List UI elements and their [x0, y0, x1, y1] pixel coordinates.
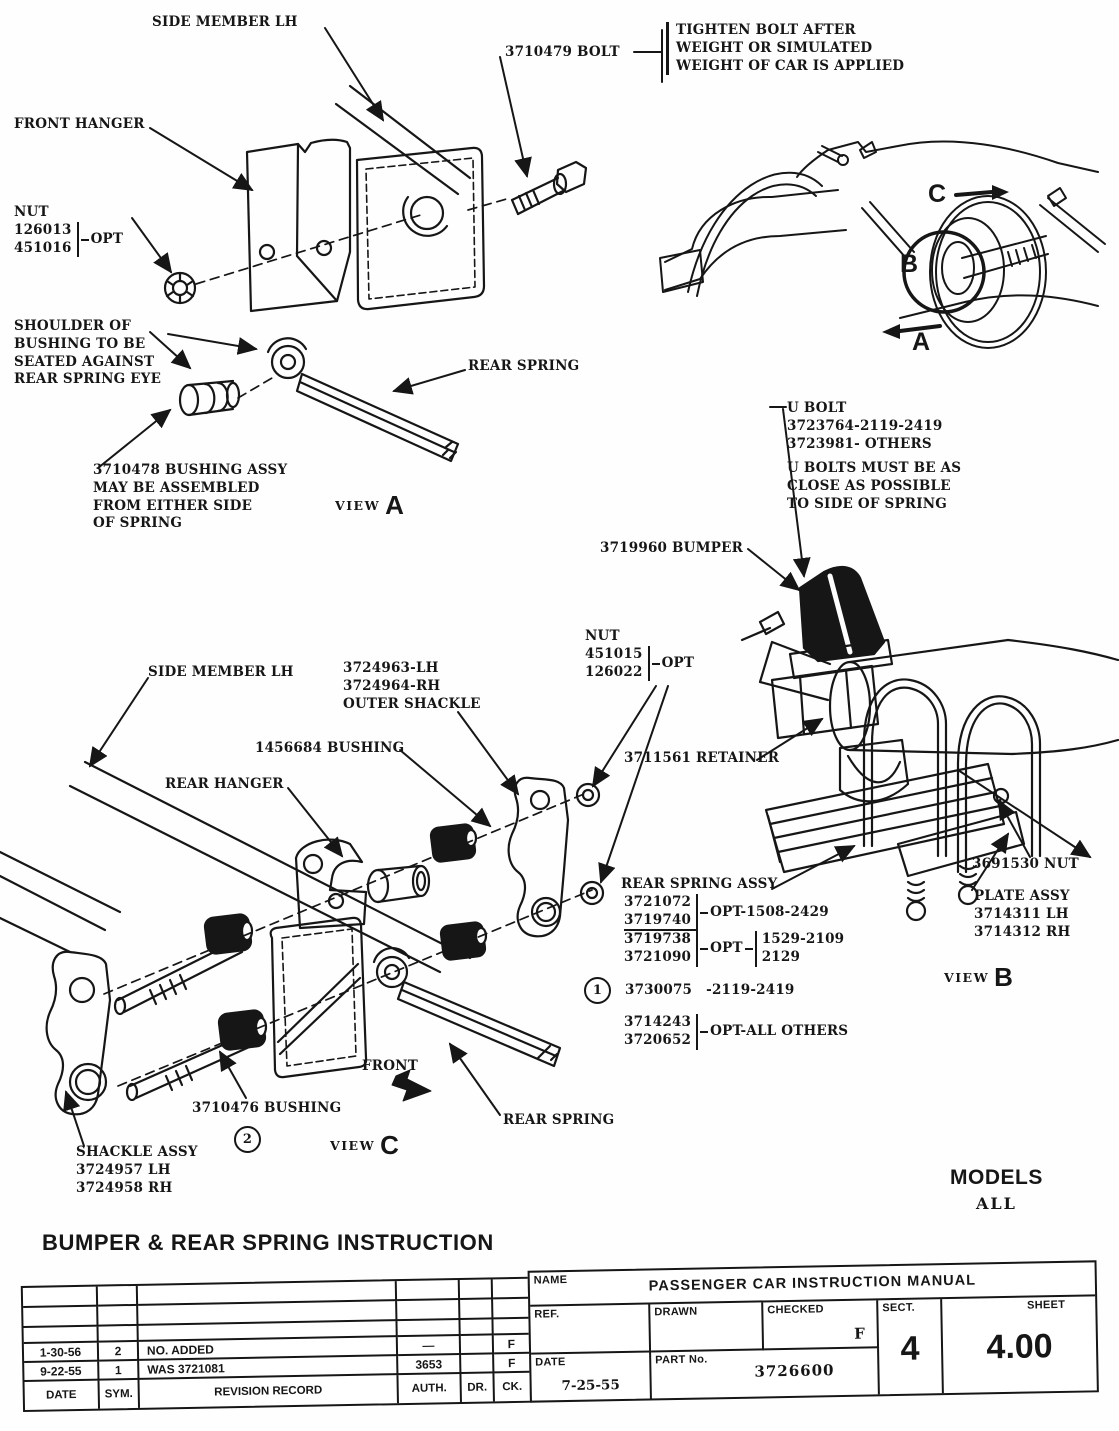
rev-empty-cell — [493, 1319, 528, 1336]
label-bushing-assy-note: 3710478 BUSHING ASSY MAY BE ASSEMBLED FROM EITHER SIDE OF SPRING — [93, 462, 288, 532]
rev-empty-cell — [397, 1320, 460, 1337]
rev-empty-cell — [460, 1279, 493, 1300]
view-c-label: VIEW C — [330, 1130, 400, 1160]
rev-row2-dr — [461, 1354, 494, 1374]
rev-row1-date: 1-30-56 — [24, 1343, 99, 1363]
rev-empty-cell — [493, 1279, 528, 1300]
label-bolt: 3710479 BOLT — [505, 44, 620, 60]
label-u-bolt-note: U BOLTS MUST BE AS CLOSE AS POSSIBLE TO SIDE OF SPRING — [787, 460, 962, 512]
spring-assy-item1: 1 3730075 -2119-2419 — [584, 977, 848, 1004]
rev-empty-cell — [24, 1327, 99, 1344]
rev-row2-auth: 3653 — [398, 1355, 461, 1375]
overview-letter-c: C — [928, 180, 947, 208]
label-rear-spring-assy: REAR SPRING ASSY 3721072 3719740 OPT-1508-2429 3719738 3721090 OPT 1529-2109 2129 1 3730075 -2119-2419 3714243 3720652 OPT-ALL OTHERS — [584, 876, 848, 1050]
drawn-cell: DRAWN — [650, 1302, 764, 1352]
checked-cell: CHECKED F — [763, 1300, 879, 1350]
circled-2-badge-wrap — [234, 1126, 261, 1153]
rev-empty-cell — [460, 1299, 493, 1320]
brace-tick — [700, 948, 708, 950]
rev-empty-cell — [23, 1287, 98, 1308]
label-rear-spring-bottom: REAR SPRING — [503, 1112, 615, 1128]
revision-table — [21, 1277, 532, 1412]
rev-row2-ck: F — [494, 1354, 529, 1374]
brace-tick — [745, 948, 753, 950]
label-rear-hanger: REAR HANGER — [165, 776, 284, 792]
label-plate-assy: PLATE ASSY 3714311 LH 3714312 RH — [974, 888, 1071, 940]
rev-row1-auth: — — [398, 1336, 461, 1356]
rev-row1-dr — [461, 1335, 494, 1355]
brace-tick — [700, 1031, 708, 1033]
rev-empty-cell — [99, 1326, 139, 1343]
rev-empty-cell — [493, 1299, 528, 1320]
sect-cell: SECT. 4 — [878, 1299, 944, 1394]
brace-tick — [81, 239, 89, 241]
brace-tick — [652, 663, 660, 665]
label-bushing-upper: 1456684 BUSHING — [255, 740, 405, 756]
brace-tick — [700, 912, 708, 914]
label-nut-front: NUT 126013 451016 OPT — [14, 204, 124, 256]
leader-lines — [66, 28, 1030, 1146]
label-retainer: 3711561 RETAINER — [624, 750, 780, 766]
overview-letter-a: A — [912, 328, 931, 356]
name-cell: NAME PASSENGER CAR INSTRUCTION MANUAL — [530, 1262, 1096, 1306]
spring-assy-group2: 3719738 3721090 OPT 1529-2109 2129 — [624, 931, 845, 966]
label-shackle-assy: SHACKLE ASSY 3724957 LH 3724958 RH — [76, 1144, 198, 1196]
drawing-title-block — [528, 1260, 1099, 1402]
circled-1-badge: 1 — [584, 977, 611, 1004]
rev-header-ck: CK. — [502, 1380, 523, 1394]
circled-2-badge: 2 — [234, 1126, 261, 1153]
rev-empty-cell — [397, 1280, 460, 1301]
part-no-cell: PART No. 3726600 — [651, 1348, 880, 1398]
date-cell: DATE 7-25-55 — [531, 1352, 652, 1400]
label-tighten-note: TIGHTEN BOLT AFTER WEIGHT OR SIMULATED WEIGHT OF CAR IS APPLIED — [666, 22, 904, 75]
rev-empty-cell — [460, 1319, 493, 1336]
view-a-label: VIEW A — [335, 490, 405, 520]
label-bushing-lower: 3710476 BUSHING — [192, 1100, 342, 1116]
rev-empty-cell — [23, 1307, 98, 1328]
label-bumper: 3719960 BUMPER — [600, 540, 744, 556]
label-nut-rear: NUT 451015 126022 OPT — [585, 628, 695, 680]
title-block-footer — [21, 1260, 1095, 1408]
overview-letter-b: B — [900, 250, 919, 278]
label-u-bolt: U BOLT 3723764-2119-2419 3723981- OTHERS — [787, 400, 943, 452]
view-b-label: VIEW B — [944, 962, 1014, 992]
ref-cell: REF. — [530, 1304, 651, 1354]
spring-assy-group1: 3721072 3719740 OPT-1508-2429 — [624, 894, 848, 932]
rev-empty-cell — [98, 1286, 138, 1307]
label-rear-spring-top: REAR SPRING — [468, 358, 580, 374]
label-front-hanger: FRONT HANGER — [14, 116, 145, 132]
rev-row1-record: NO. ADDED — [139, 1337, 398, 1361]
spring-assy-group3: 3714243 3720652 OPT-ALL OTHERS — [624, 1014, 849, 1048]
rev-empty-cell — [98, 1306, 138, 1327]
rev-row2-sym: 1 — [99, 1361, 139, 1381]
models-block: MODELS ALL — [950, 1166, 1043, 1213]
rev-row2-date: 9-22-55 — [24, 1362, 99, 1382]
rev-row1-ck: F — [494, 1335, 529, 1355]
label-side-member-top: SIDE MEMBER LH — [152, 14, 298, 30]
label-front-direction: FRONT — [362, 1058, 418, 1074]
label-side-member-mid: SIDE MEMBER LH — [148, 664, 294, 680]
rev-row1-sym: 2 — [99, 1342, 139, 1362]
section-title: BUMPER & REAR SPRING INSTRUCTION — [42, 1230, 494, 1255]
sheet-cell: SHEET 4.00 — [986, 1298, 1066, 1367]
rev-row2-record: WAS 3721081 — [139, 1356, 398, 1380]
overview-art — [660, 141, 1105, 348]
label-outer-shackle: 3724963-LH 3724964-RH OUTER SHACKLE — [343, 660, 481, 712]
rev-header-sym: SYM. — [100, 1380, 141, 1409]
rev-header-date: DATE — [25, 1381, 101, 1410]
view-c-art — [0, 762, 603, 1114]
rev-header-auth: AUTH. — [398, 1374, 462, 1403]
label-nut-plate: 3691530 NUT — [972, 856, 1079, 872]
rev-header-dr: DR. — [461, 1373, 495, 1402]
rev-header-record: REVISION RECORD — [140, 1375, 399, 1408]
rev-empty-cell — [397, 1300, 460, 1321]
label-shoulder-note: SHOULDER OF BUSHING TO BE SEATED AGAINST REAR SPRING EYE — [14, 318, 162, 388]
centerlines — [104, 198, 592, 1086]
